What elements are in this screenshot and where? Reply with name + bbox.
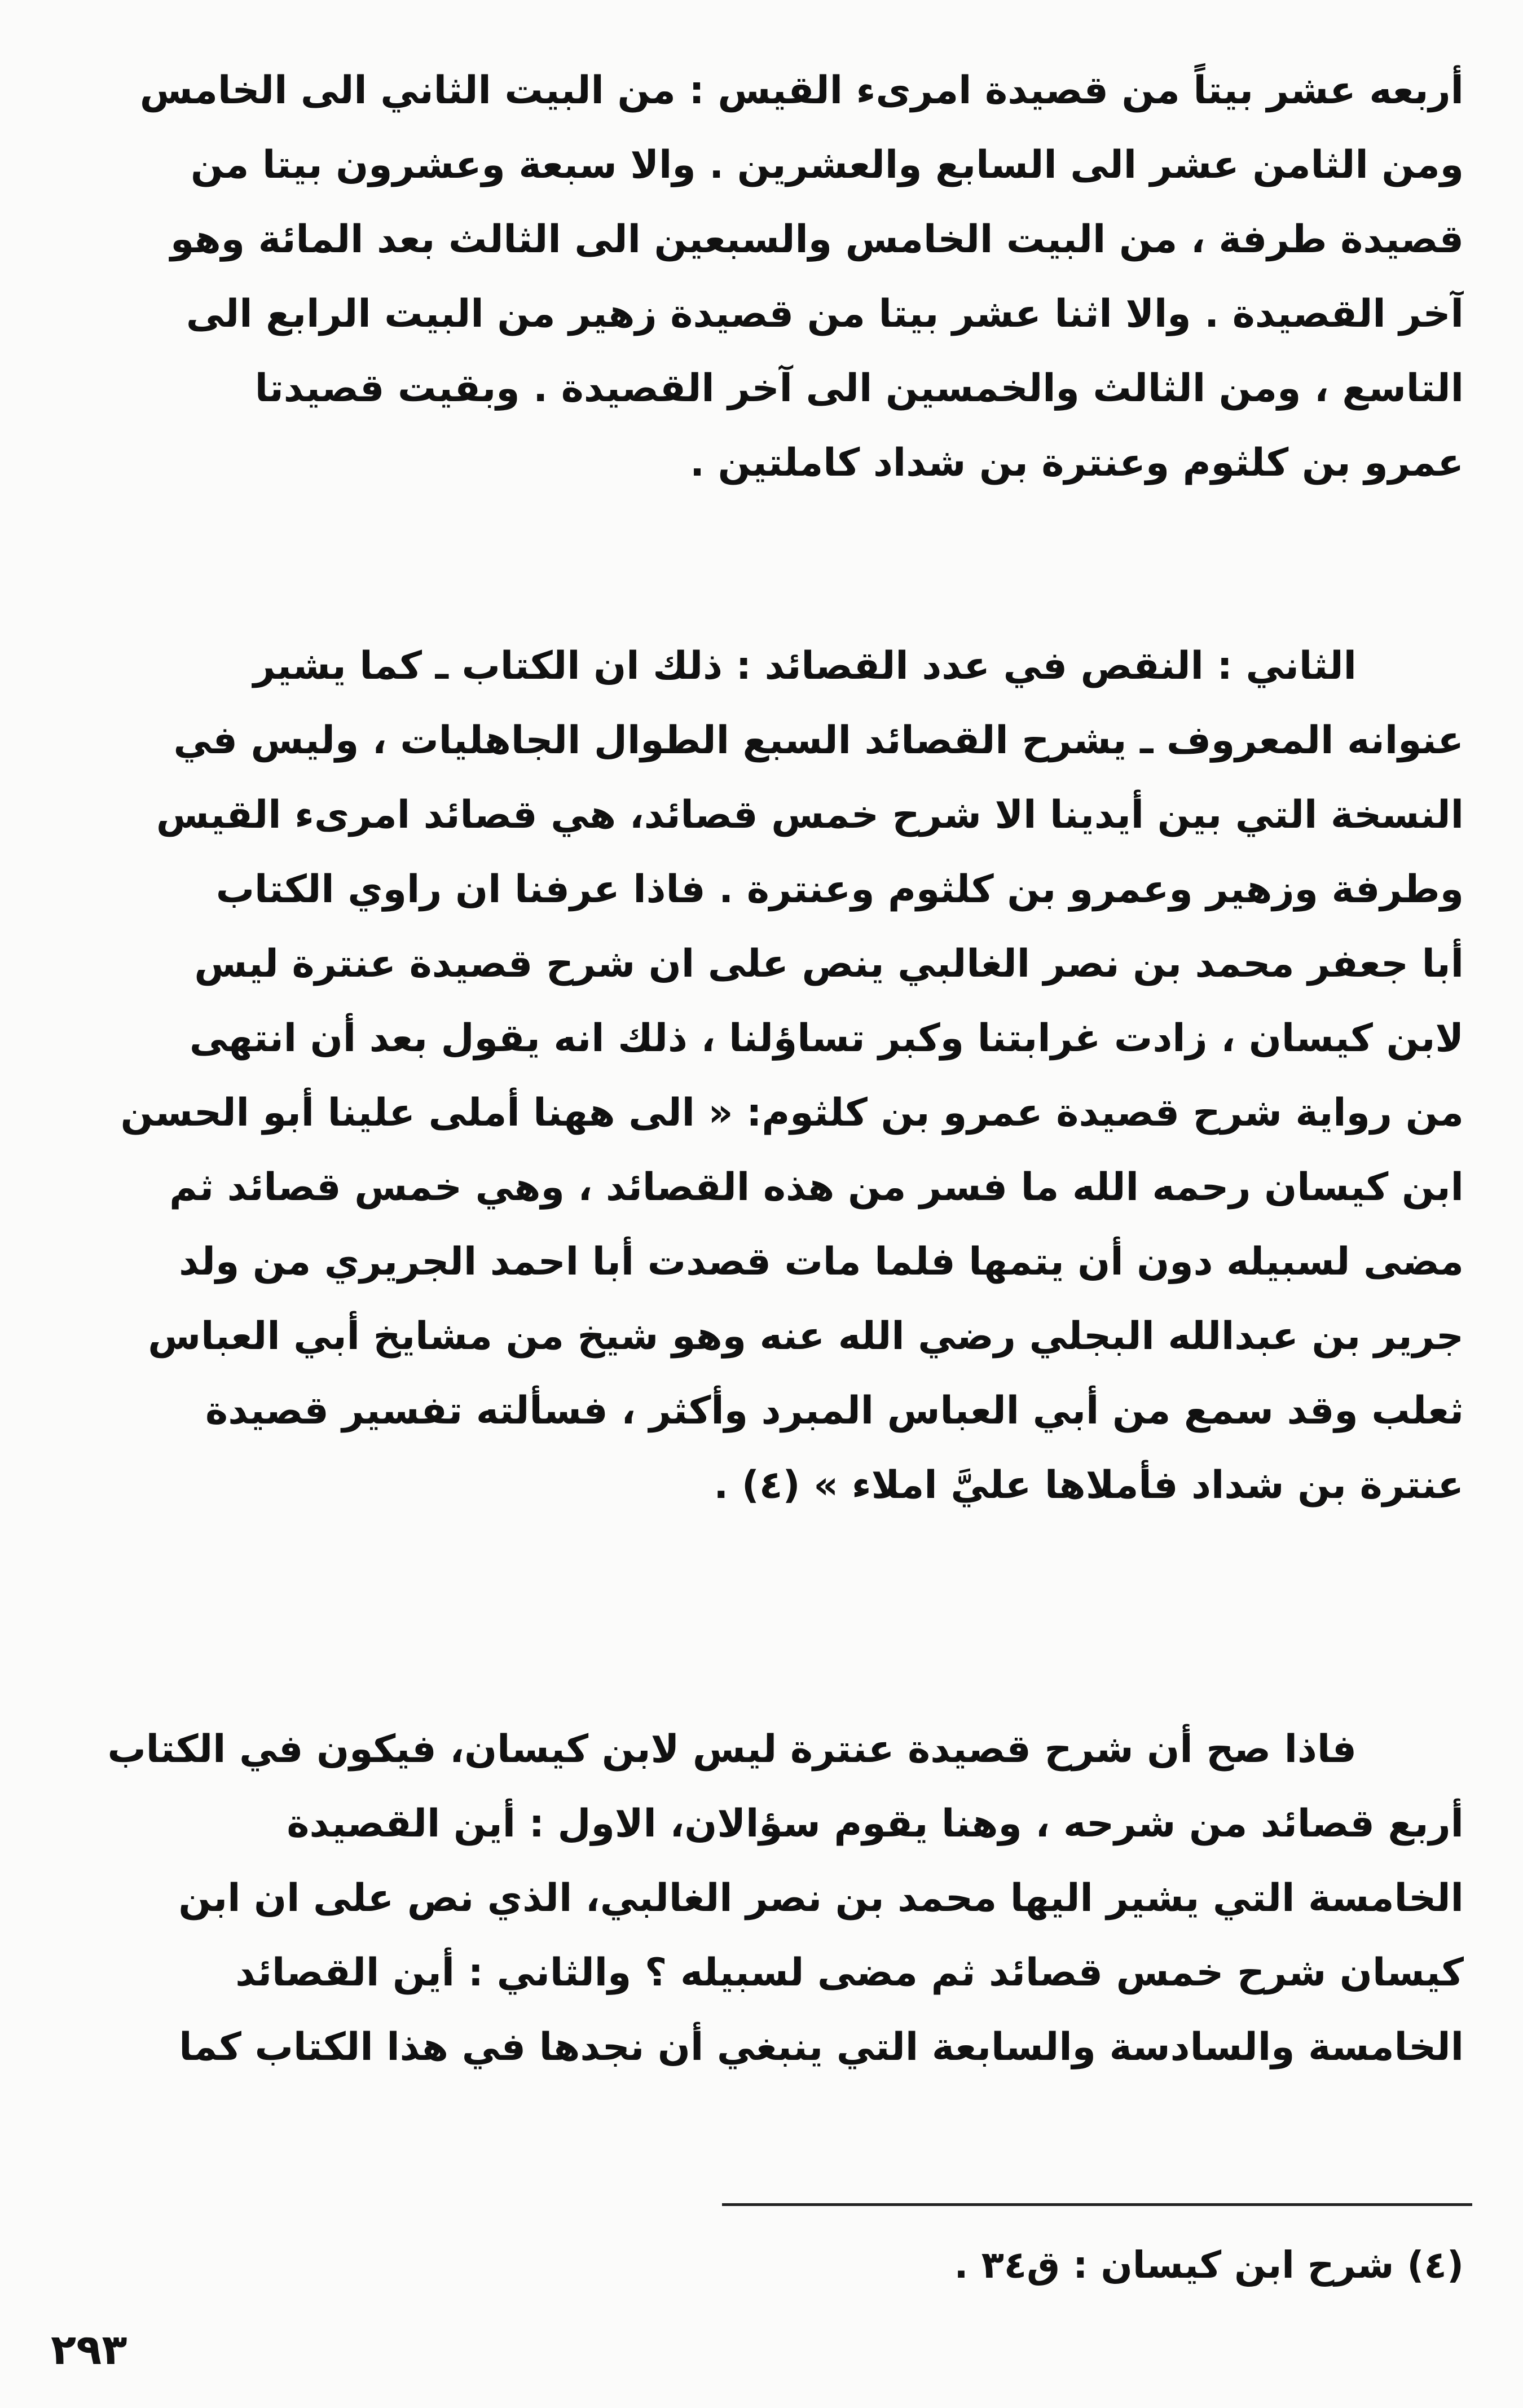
text-line: النسخة التي بين أيدينا الا شرح خمس قصائد، هي قصائد امرىء القيس (156, 793, 1464, 837)
text-line: الثاني : النقص في عدد القصائد : ذلك ان الكتاب ـ كما يشير (253, 644, 1357, 688)
text-line: مضى لسبيله دون أن يتمها فلما مات قصدت أبا احمد الجريري من ولد (179, 1240, 1464, 1284)
text-line: ثعلب وقد سمع من أبي العباس المبرد وأكثر ، فسألته تفسير قصيدة (205, 1388, 1464, 1433)
text-line: كيسان شرح خمس قصائد ثم مضى لسبيله ؟ والثاني : أين القصائد (235, 1950, 1464, 1995)
text-line: ابن كيسان رحمه الله ما فسر من هذه القصائد ، وهي خمس قصائد ثم (169, 1165, 1464, 1210)
text-line: أربع قصائد من شرحه ، وهنا يقوم سؤالان، الاول : أين القصيدة (287, 1801, 1464, 1846)
text-line: آخر القصيدة . والا اثنا عشر بيتا من قصيدة زهير من البيت الرابع الى (186, 292, 1464, 336)
text-line: لابن كيسان ، زادت غرابتنا وكبر تساؤلنا ، ذلك انه يقول بعد أن انتهى (189, 1016, 1464, 1061)
text-line: قصيدة طرفة ، من البيت الخامس والسبعين الى الثالث بعد المائة وهو (170, 217, 1464, 262)
paragraph-1 (76, 54, 1464, 500)
footnote: (٤) شرح ابن كيسان : ق٣٤ . (954, 2243, 1464, 2287)
text-line: عنوانه المعروف ـ يشرح القصائد السبع الطوال الجاهليات ، وليس في (173, 718, 1464, 763)
paragraph-2 (76, 629, 1464, 1523)
text-line: جرير بن عبدالله البجلي رضي الله عنه وهو شيخ من مشايخ أبي العباس (148, 1314, 1464, 1359)
text-line: التاسع ، ومن الثالث والخمسين الى آخر القصيدة . وبقيت قصيدتا (254, 366, 1464, 411)
text-line: وطرفة وزهير وعمرو بن كلثوم وعنترة . فاذا عرفنا ان راوي الكتاب (215, 867, 1464, 912)
text-line: عنترة بن شداد فأملاها عليَّ املاء » (٤) . (714, 1463, 1464, 1508)
paragraph-3 (76, 1712, 1464, 2085)
text-line: أبا جعفر محمد بن نصر الغالبي ينص على ان شرح قصيدة عنترة ليس (194, 942, 1464, 986)
text-line: الخامسة والسادسة والسابعة التي ينبغي أن نجدها في هذا الكتاب كما (179, 2025, 1464, 2069)
text-line: ومن الثامن عشر الى السابع والعشرين . والا سبعة وعشرون بيتا من (191, 143, 1464, 187)
text-line: من رواية شرح قصيدة عمرو بن كلثوم: « الى ههنا أملى علينا أبو الحسن (120, 1091, 1464, 1135)
text-line: أربعه عشر بيتاً من قصيدة امرىء القيس : من البيت الثاني الى الخامس (139, 68, 1464, 113)
footnote-divider (722, 2203, 1472, 2206)
text-line: عمرو بن كلثوم وعنترة بن شداد كاملتين . (690, 441, 1464, 485)
text-line: الخامسة التي يشير اليها محمد بن نصر الغالبي، الذي نص على ان ابن (178, 1876, 1464, 1921)
page-number: ٢٩٣ (51, 2326, 127, 2374)
text-line: فاذا صح أن شرح قصيدة عنترة ليس لابن كيسان، فيكون في الكتاب (107, 1727, 1357, 1772)
